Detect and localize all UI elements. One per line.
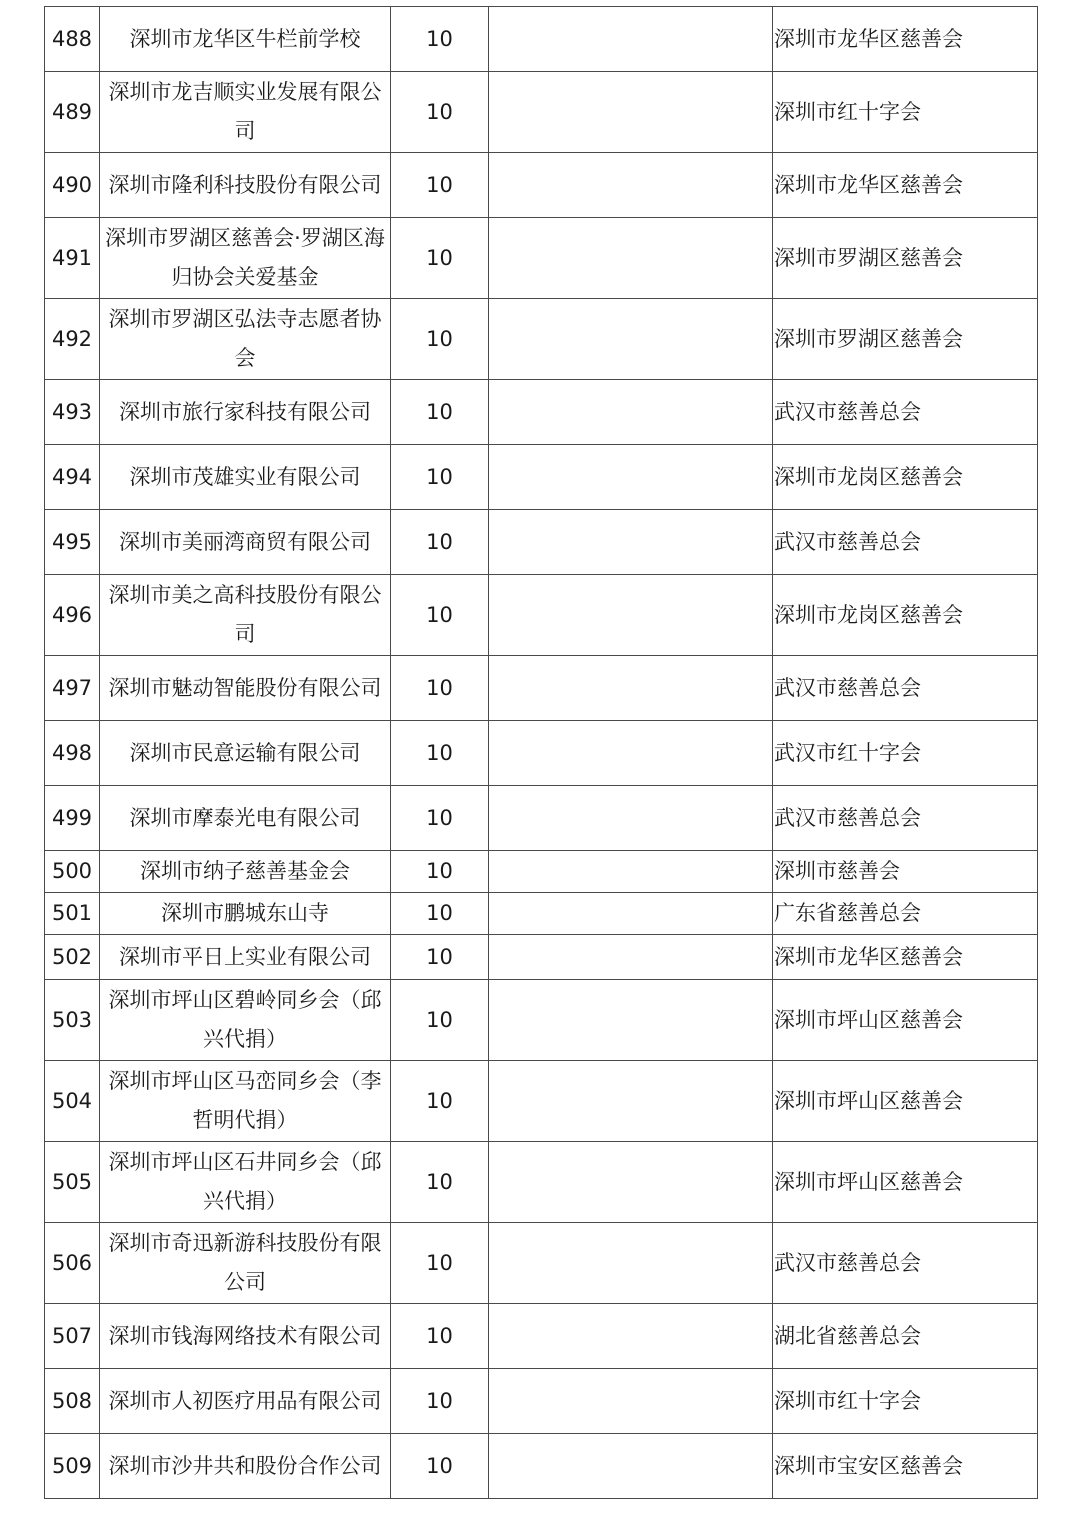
table-row (45, 575, 1038, 656)
amount-cell: 10 (391, 656, 489, 721)
table-row (45, 218, 1038, 299)
receiver-cell: 武汉市慈善总会 (773, 786, 1038, 851)
table-row (45, 656, 1038, 721)
donor-name-cell: 深圳市人初医疗用品有限公司 (100, 1369, 391, 1434)
donor-name-cell: 深圳市旅行家科技有限公司 (100, 380, 391, 445)
row-number-cell: 497 (45, 656, 100, 721)
row-number-cell: 488 (45, 7, 100, 72)
row-number-cell: 506 (45, 1223, 100, 1304)
amount-cell: 10 (391, 1434, 489, 1499)
row-number-cell: 507 (45, 1304, 100, 1369)
row-number-cell: 501 (45, 893, 100, 935)
row-number-cell: 505 (45, 1142, 100, 1223)
amount-cell: 10 (391, 445, 489, 510)
amount-cell: 10 (391, 299, 489, 380)
row-number-cell: 494 (45, 445, 100, 510)
row-number-cell: 508 (45, 1369, 100, 1434)
table-row (45, 786, 1038, 851)
donor-name-cell: 深圳市茂雄实业有限公司 (100, 445, 391, 510)
amount-cell: 10 (391, 851, 489, 893)
receiver-cell: 深圳市慈善会 (773, 851, 1038, 893)
row-number-cell: 499 (45, 786, 100, 851)
amount-cell: 10 (391, 1304, 489, 1369)
donation-table (44, 6, 1038, 1499)
amount-cell: 10 (391, 786, 489, 851)
donor-name-cell: 深圳市隆利科技股份有限公司 (100, 153, 391, 218)
note-cell (489, 893, 773, 935)
receiver-cell: 广东省慈善总会 (773, 893, 1038, 935)
donor-name-cell: 深圳市坪山区碧岭同乡会（邱兴代捐） (100, 980, 391, 1061)
table-row (45, 1304, 1038, 1369)
table-row (45, 1061, 1038, 1142)
note-cell (489, 510, 773, 575)
note-cell (489, 1434, 773, 1499)
note-cell (489, 575, 773, 656)
note-cell (489, 218, 773, 299)
row-number-cell: 502 (45, 935, 100, 980)
donor-name-cell: 深圳市坪山区石井同乡会（邱兴代捐） (100, 1142, 391, 1223)
receiver-cell: 深圳市龙岗区慈善会 (773, 575, 1038, 656)
row-number-cell: 492 (45, 299, 100, 380)
note-cell (489, 980, 773, 1061)
table-row (45, 721, 1038, 786)
note-cell (489, 935, 773, 980)
amount-cell: 10 (391, 1369, 489, 1434)
note-cell (489, 72, 773, 153)
receiver-cell: 深圳市龙华区慈善会 (773, 935, 1038, 980)
donor-name-cell: 深圳市龙华区牛栏前学校 (100, 7, 391, 72)
receiver-cell: 深圳市罗湖区慈善会 (773, 218, 1038, 299)
row-number-cell: 489 (45, 72, 100, 153)
note-cell (489, 1304, 773, 1369)
amount-cell: 10 (391, 72, 489, 153)
row-number-cell: 498 (45, 721, 100, 786)
note-cell (489, 380, 773, 445)
donor-name-cell: 深圳市龙吉顺实业发展有限公司 (100, 72, 391, 153)
table-row (45, 980, 1038, 1061)
table-row (45, 72, 1038, 153)
donor-name-cell: 深圳市奇迅新游科技股份有限公司 (100, 1223, 391, 1304)
donor-name-cell: 深圳市坪山区马峦同乡会（李哲明代捐） (100, 1061, 391, 1142)
donor-name-cell: 深圳市魅动智能股份有限公司 (100, 656, 391, 721)
amount-cell: 10 (391, 218, 489, 299)
receiver-cell: 深圳市红十字会 (773, 72, 1038, 153)
table-row (45, 380, 1038, 445)
donor-name-cell: 深圳市钱海网络技术有限公司 (100, 1304, 391, 1369)
receiver-cell: 湖北省慈善总会 (773, 1304, 1038, 1369)
table-row (45, 1369, 1038, 1434)
note-cell (489, 1142, 773, 1223)
table-row (45, 1223, 1038, 1304)
receiver-cell: 深圳市宝安区慈善会 (773, 1434, 1038, 1499)
note-cell (489, 786, 773, 851)
donor-name-cell: 深圳市鹏城东山寺 (100, 893, 391, 935)
amount-cell: 10 (391, 980, 489, 1061)
receiver-cell: 深圳市龙岗区慈善会 (773, 445, 1038, 510)
receiver-cell: 武汉市慈善总会 (773, 510, 1038, 575)
table-row (45, 510, 1038, 575)
donor-name-cell: 深圳市民意运输有限公司 (100, 721, 391, 786)
row-number-cell: 496 (45, 575, 100, 656)
table-body (45, 7, 1038, 1499)
donor-name-cell: 深圳市平日上实业有限公司 (100, 935, 391, 980)
amount-cell: 10 (391, 935, 489, 980)
table-row (45, 153, 1038, 218)
donor-name-cell: 深圳市美之高科技股份有限公司 (100, 575, 391, 656)
note-cell (489, 1061, 773, 1142)
donor-name-cell: 深圳市纳子慈善基金会 (100, 851, 391, 893)
amount-cell: 10 (391, 7, 489, 72)
amount-cell: 10 (391, 575, 489, 656)
table-row (45, 445, 1038, 510)
note-cell (489, 1369, 773, 1434)
donation-table-sheet (44, 6, 1037, 1499)
receiver-cell: 武汉市慈善总会 (773, 1223, 1038, 1304)
donor-name-cell: 深圳市沙井共和股份合作公司 (100, 1434, 391, 1499)
receiver-cell: 深圳市坪山区慈善会 (773, 1142, 1038, 1223)
row-number-cell: 503 (45, 980, 100, 1061)
amount-cell: 10 (391, 893, 489, 935)
receiver-cell: 深圳市坪山区慈善会 (773, 1061, 1038, 1142)
amount-cell: 10 (391, 1142, 489, 1223)
receiver-cell: 深圳市龙华区慈善会 (773, 153, 1038, 218)
table-row (45, 7, 1038, 72)
row-number-cell: 493 (45, 380, 100, 445)
donor-name-cell: 深圳市摩泰光电有限公司 (100, 786, 391, 851)
receiver-cell: 武汉市慈善总会 (773, 656, 1038, 721)
note-cell (489, 153, 773, 218)
table-row (45, 935, 1038, 980)
row-number-cell: 495 (45, 510, 100, 575)
donor-name-cell: 深圳市美丽湾商贸有限公司 (100, 510, 391, 575)
table-row (45, 299, 1038, 380)
amount-cell: 10 (391, 1061, 489, 1142)
receiver-cell: 深圳市龙华区慈善会 (773, 7, 1038, 72)
amount-cell: 10 (391, 153, 489, 218)
row-number-cell: 491 (45, 218, 100, 299)
donor-name-cell: 深圳市罗湖区慈善会·罗湖区海归协会关爱基金 (100, 218, 391, 299)
note-cell (489, 7, 773, 72)
receiver-cell: 深圳市罗湖区慈善会 (773, 299, 1038, 380)
row-number-cell: 500 (45, 851, 100, 893)
amount-cell: 10 (391, 380, 489, 445)
table-row (45, 851, 1038, 893)
table-row (45, 893, 1038, 935)
table-row (45, 1434, 1038, 1499)
note-cell (489, 445, 773, 510)
row-number-cell: 490 (45, 153, 100, 218)
row-number-cell: 509 (45, 1434, 100, 1499)
receiver-cell: 武汉市红十字会 (773, 721, 1038, 786)
note-cell (489, 1223, 773, 1304)
receiver-cell: 武汉市慈善总会 (773, 380, 1038, 445)
table-row (45, 1142, 1038, 1223)
receiver-cell: 深圳市红十字会 (773, 1369, 1038, 1434)
amount-cell: 10 (391, 1223, 489, 1304)
receiver-cell: 深圳市坪山区慈善会 (773, 980, 1038, 1061)
note-cell (489, 721, 773, 786)
row-number-cell: 504 (45, 1061, 100, 1142)
amount-cell: 10 (391, 721, 489, 786)
amount-cell: 10 (391, 510, 489, 575)
note-cell (489, 851, 773, 893)
donor-name-cell: 深圳市罗湖区弘法寺志愿者协会 (100, 299, 391, 380)
note-cell (489, 656, 773, 721)
note-cell (489, 299, 773, 380)
